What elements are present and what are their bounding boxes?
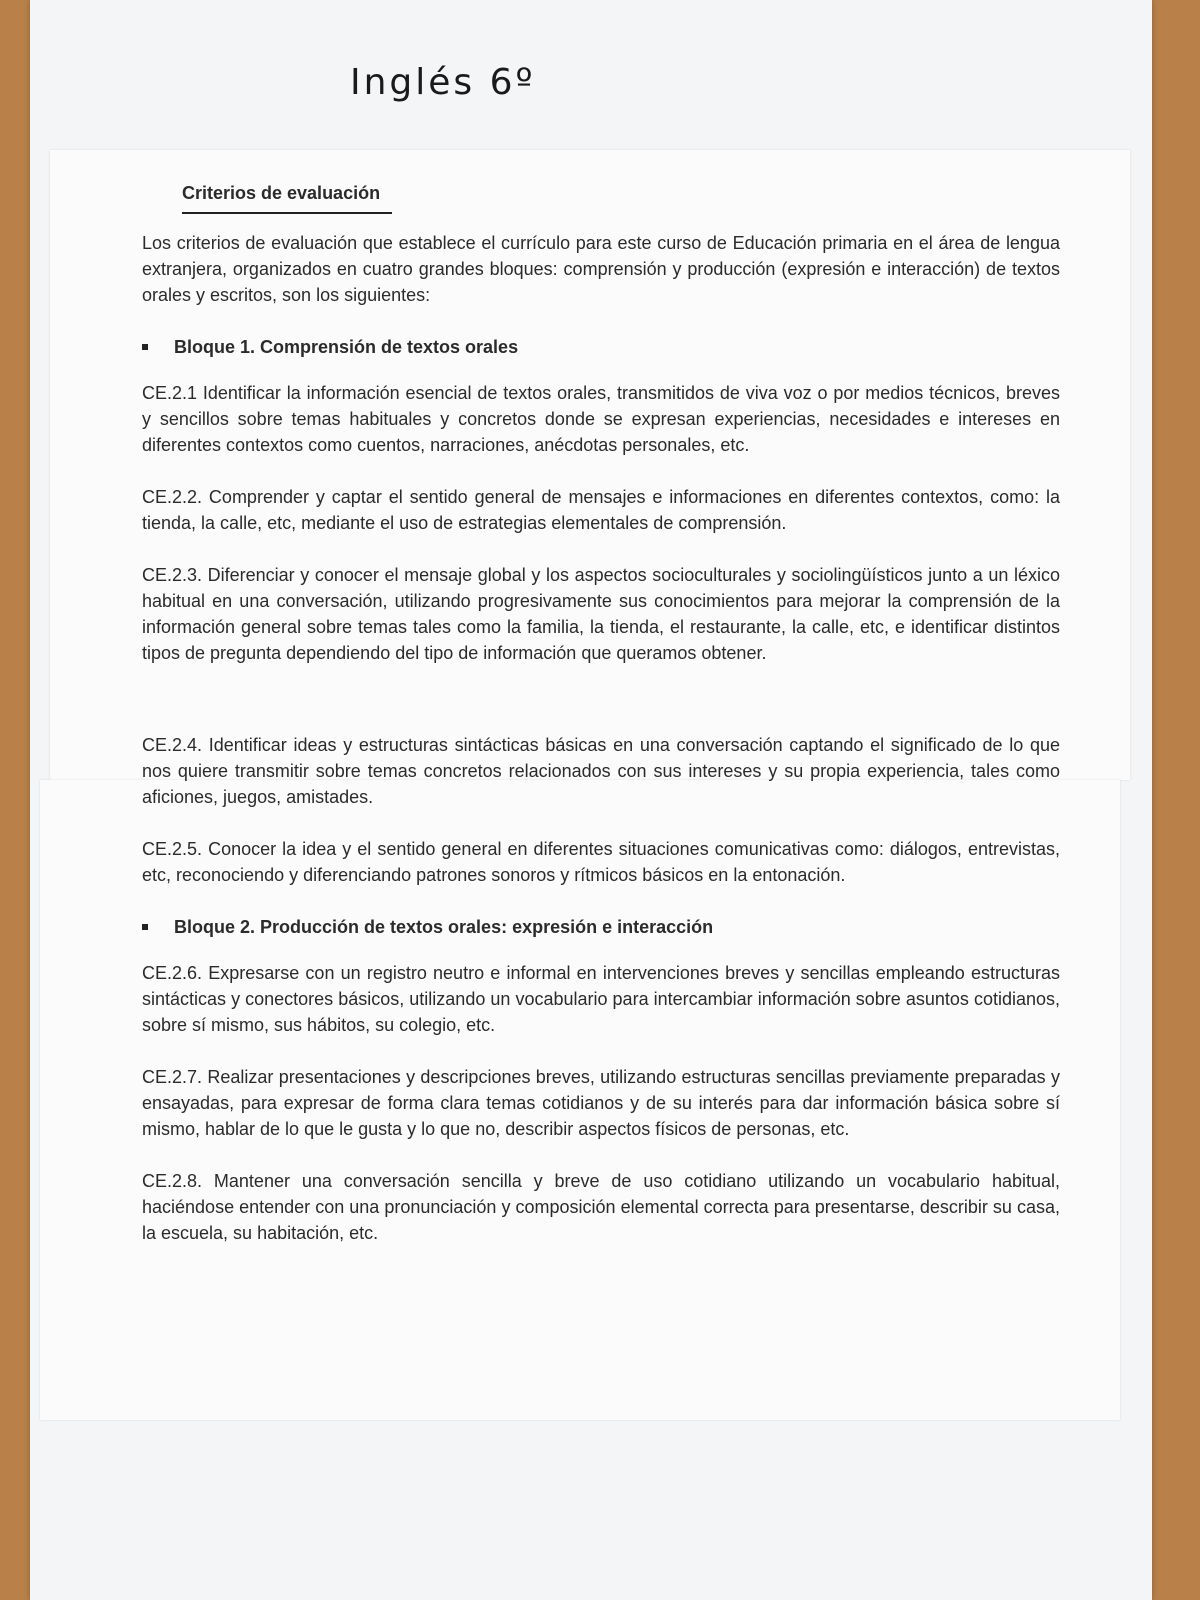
handwritten-title: Inglés 6º	[350, 62, 536, 103]
bullet-icon	[142, 924, 148, 930]
strip-gap	[142, 692, 1060, 732]
criterion-ce-2-1: CE.2.1 Identificar la información esencial de textos orales, transmitidos de viva voz o por medios técnicos, breves y sencillos sobre temas habituales y concretos donde se expresan experiencias, necesidades e intereses en diferentes contextos como cuentos, narraciones, anécdotas personales, etc.	[142, 383, 1060, 455]
block1-heading	[142, 334, 1060, 360]
criterion-ce-2-3: CE.2.3. Diferenciar y conocer el mensaje global y los aspectos socioculturales y sociolingüísticos junto a un léxico habitual en una conversación, utilizando progresivamente sus conocimientos para mejorar la comprensión de la información general sobre temas tales como la familia, la tienda, el restaurante, la calle, etc, e identificar distintos tipos de pregunta dependiendo del tipo de información que queramos obtener.	[142, 565, 1060, 663]
intro-paragraph: Los criterios de evaluación que establece el currículo para este curso de Educación primaria en el área de lengua extranjera, organizados en cuatro grandes bloques: comprensión y producción (expresión e interacción) de textos orales y escritos, son los siguientes:	[142, 233, 1060, 305]
criterion-ce-2-8: CE.2.8. Mantener una conversación sencilla y breve de uso cotidiano utilizando un vocabulario habitual, haciéndose entender con una pronunciación y composición elemental correcta para presentarse, describir su casa, la escuela, su habitación, etc.	[142, 1171, 1060, 1243]
criterion-ce-2-6: CE.2.6. Expresarse con un registro neutro e informal en intervenciones breves y sencillas empleando estructuras sintácticas y conectores básicos, utilizando un vocabulario para intercambiar información sobre asuntos cotidianos, sobre sí mismo, sus hábitos, su colegio, etc.	[142, 963, 1060, 1035]
block2-heading-text: Bloque 2. Producción de textos orales: expresión e interacción	[174, 917, 714, 937]
bullet-icon	[142, 344, 148, 350]
criterion-ce-2-7: CE.2.7. Realizar presentaciones y descripciones breves, utilizando estructuras sencillas previamente preparadas y ensayadas, para expresar de forma clara temas cotidianos y de su interés para dar información básica sobre sí mismo, hablar de lo que le gusta y lo que no, describir aspectos físicos de personas, etc.	[142, 1067, 1060, 1139]
block2-heading	[142, 914, 1060, 940]
criterion-ce-2-5: CE.2.5. Conocer la idea y el sentido general en diferentes situaciones comunicativas como: diálogos, entrevistas, etc, reconociendo y diferenciando patrones sonoros y rítmicos básicos en la entonación.	[142, 839, 1060, 885]
document-body	[142, 180, 1060, 1272]
section-heading: Criterios de evaluación	[182, 180, 392, 214]
block1-heading-text: Bloque 1. Comprensión de textos orales	[174, 337, 519, 357]
criterion-ce-2-2: CE.2.2. Comprender y captar el sentido general de mensajes e informaciones en diferentes contextos, como: la tienda, la calle, etc, mediante el uso de estrategias elementales de comprensión.	[142, 487, 1060, 533]
criterion-ce-2-4: CE.2.4. Identificar ideas y estructuras sintácticas básicas en una conversación captando el significado de lo que nos quiere transmitir sobre temas concretos relacionados con sus intereses y su propia experiencia, tales como aficiones, juegos, amistades.	[142, 735, 1060, 807]
